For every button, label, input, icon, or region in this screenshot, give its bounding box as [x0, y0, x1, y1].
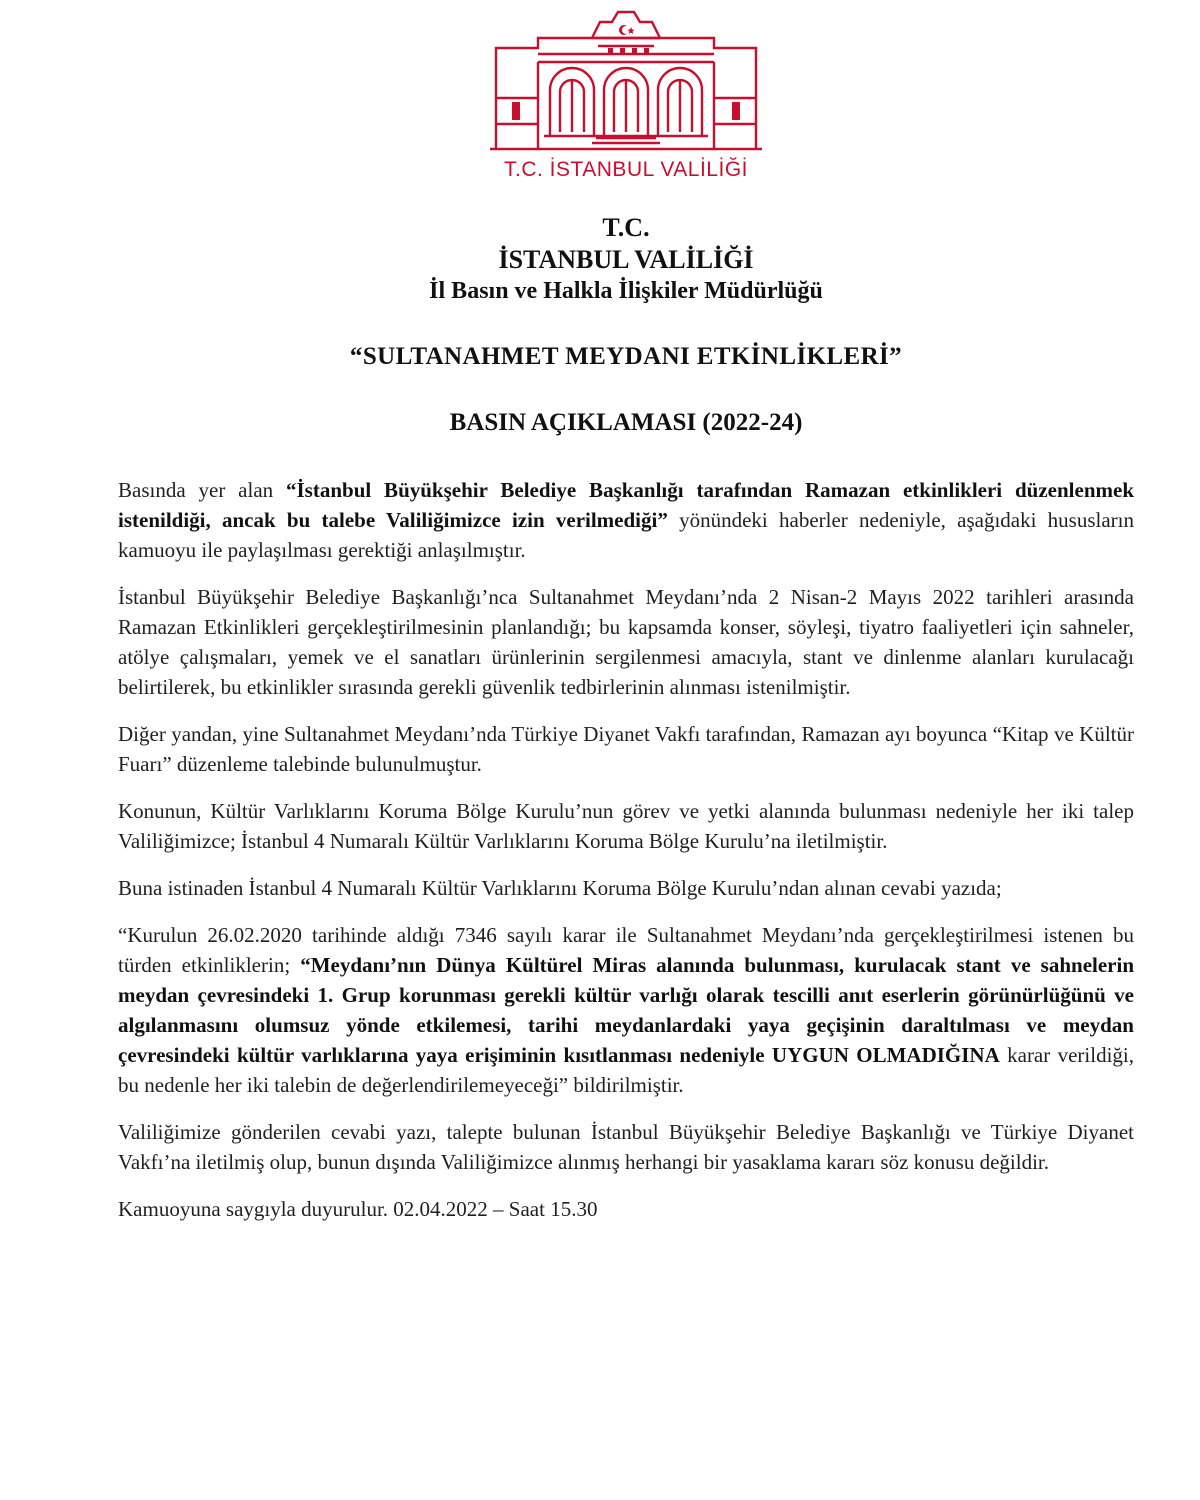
- paragraph-5: Buna istinaden İstanbul 4 Numaralı Kültür Varlıklarını Koruma Bölge Kurulu’ndan alınan cevabi yazıda;: [118, 876, 1002, 900]
- logo-caption: T.C. İSTANBUL VALİLİĞİ: [503, 158, 748, 181]
- header-tc: T.C.: [602, 213, 650, 242]
- governorship-building-icon: [488, 8, 764, 158]
- paragraph-1-quote: “İstanbul Büyükşehir Belediye Başkanlığı tarafından Ramazan etkinlikleri düzenlenmek istenildiği, ancak bu talebe Valiliğimizce izin verilmediği”: [118, 478, 1134, 532]
- paragraph-6: [118, 920, 1134, 1100]
- document-subject: “SULTANAHMET MEYDANI ETKİNLİKLERİ”: [349, 343, 903, 370]
- paragraph-6-rest: karar verildiği, bu nedenle her iki talebin de değerlendirilemeyeceği” bildirilmiştir.: [118, 1043, 1134, 1097]
- closing-line: Kamuoyuna saygıyla duyurulur. 02.04.2022 – Saat 15.30: [118, 1197, 598, 1221]
- header-directorate: İl Basın ve Halkla İlişkiler Müdürlüğü: [429, 278, 823, 304]
- paragraph-3: Diğer yandan, yine Sultanahmet Meydanı’nda Türkiye Diyanet Vakfı tarafından, Ramazan ayı boyunca “Kitap ve Kültür Fuarı” düzenleme talebinde bulunulmuştur.: [118, 722, 1134, 776]
- paragraph-6-intro: “Kurulun 26.02.2020 tarihinde aldığı 7346 sayılı karar ile Sultanahmet Meydanı’nda gerçekleştirilmesi istenen bu türden etkinliklerin;: [118, 923, 1134, 977]
- paragraph-1-intro: Basında yer alan: [118, 478, 286, 502]
- paragraph-6-decision: “Meydanı’nın Dünya Kültürel Miras alanında bulunması, kurulacak stant ve sahnelerin meydan çevresindeki 1. Grup korunması gerekli kültür varlığı olarak tescilli anıt eserlerin görünürlüğünü ve algılanmasını olumsuz yönde etkilemesi, tarihi meydanlardaki yaya geçişinin daraltılması ve meydan çevresindeki kültür varlıklarına yaya erişiminin kısıtlanması nedeniyle UYGUN OLMADIĞINA: [118, 953, 1135, 1067]
- header-governorship: İSTANBUL VALİLİĞİ: [498, 245, 754, 274]
- press-release-number: BASIN AÇIKLAMASI (2022-24): [449, 409, 803, 436]
- paragraph-1: [118, 475, 1134, 565]
- document-body: [118, 475, 1134, 1241]
- paragraph-4: Konunun, Kültür Varlıklarını Koruma Bölge Kurulu’nun görev ve yetki alanında bulunması nedeniyle her iki talep Valiliğimizce; İstanbul 4 Numaralı Kültür Varlıklarını Koruma Bölge Kurulu’na iletilmiştir.: [118, 799, 1134, 853]
- paragraph-1-rest: yönündeki haberler nedeniyle, aşağıdaki hususların kamuoyu ile paylaşılması gerektiği anlaşılmıştır.: [118, 508, 1135, 562]
- istanbul-governorship-logo: [488, 8, 764, 198]
- paragraph-2: İstanbul Büyükşehir Belediye Başkanlığı’nca Sultanahmet Meydanı’nda 2 Nisan-2 Mayıs 2022 tarihleri arasında Ramazan Etkinlikleri gerçekleştirilmesinin planlandığı; bu kapsamda konser, söyleşi, tiyatro faaliyetleri için sahneler, atölye çalışmaları, yemek ve el sanatları ürünlerinin sergilenmesi amacıyla, stant ve dinlenme alanları kurulacağı belirtilerek, bu etkinlikler sırasında gerekli güvenlik tedbirlerinin alınması istenilmiştir.: [118, 585, 1134, 699]
- paragraph-7: Valiliğimize gönderilen cevabi yazı, talepte bulunan İstanbul Büyükşehir Belediye Başkanlığı ve Türkiye Diyanet Vakfı’na iletilmiş olup, bunun dışında Valiliğimizce alınmış herhangi bir yasaklama kararı söz konusu değildir.: [118, 1120, 1134, 1174]
